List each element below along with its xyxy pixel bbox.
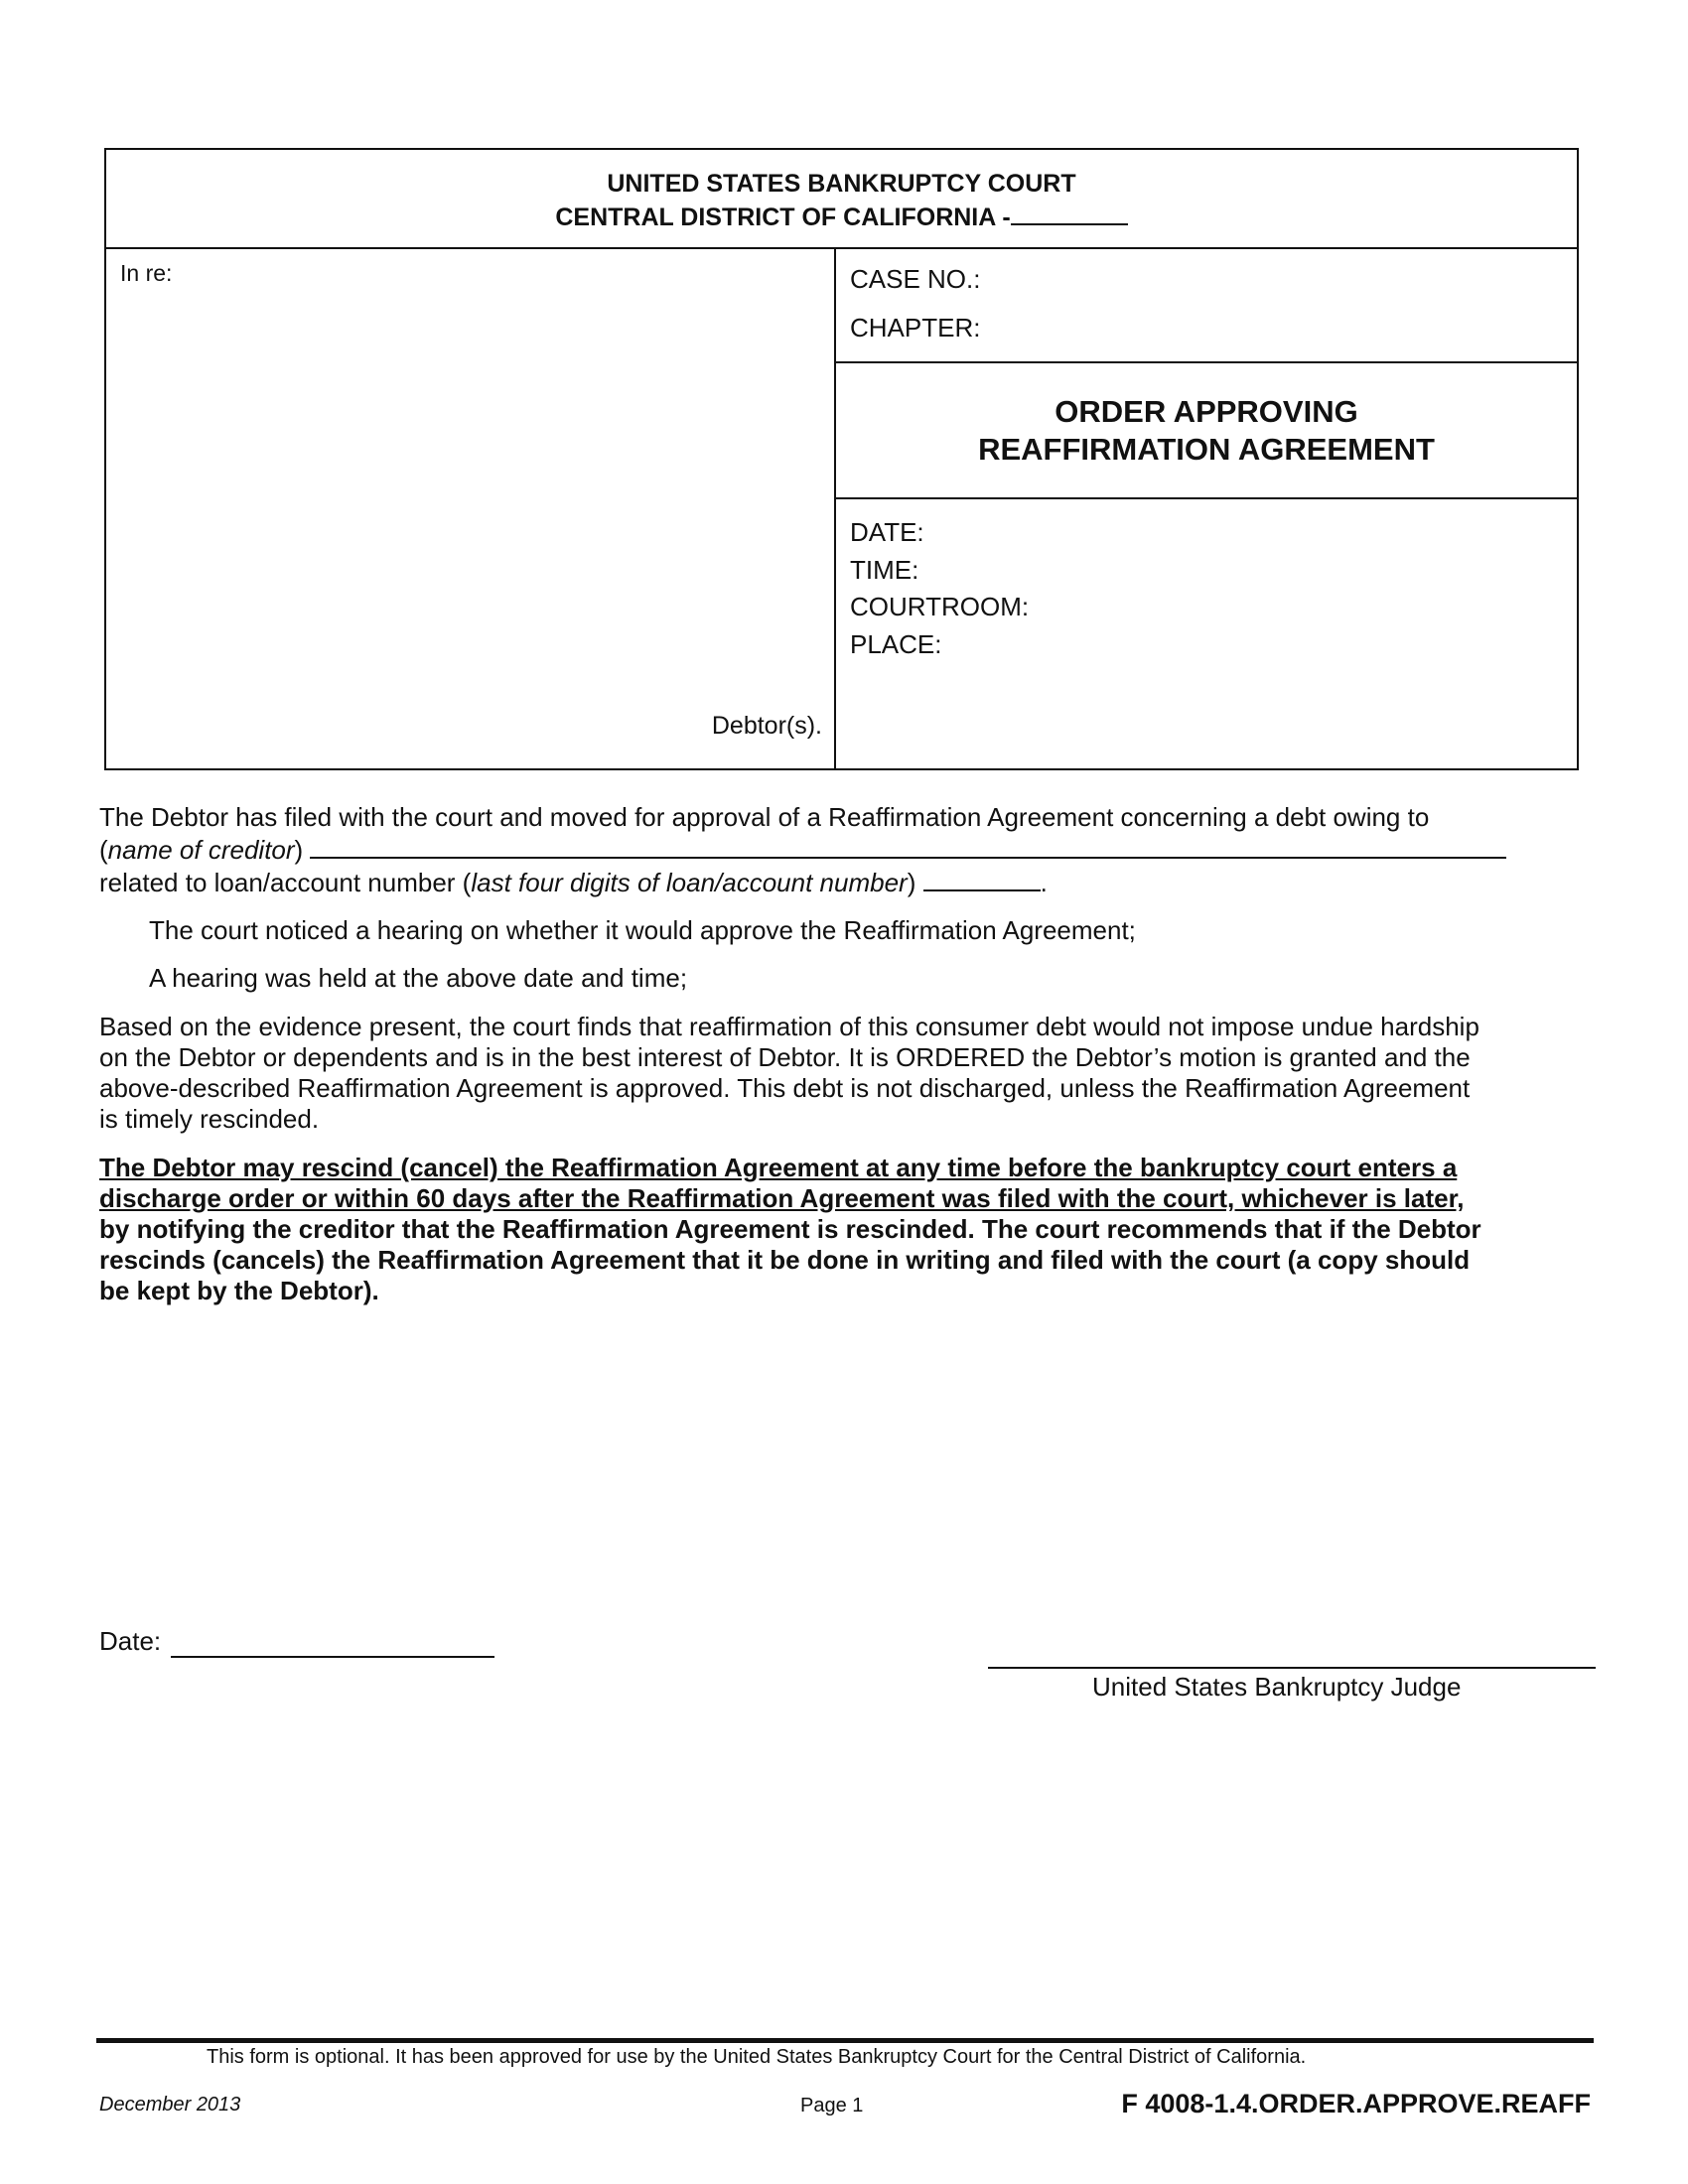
hearing-held-paragraph: A hearing was held at the above date and time; [149,963,688,993]
signature-date-label: Date: [99,1626,162,1656]
footer-revision-date: December 2013 [99,2094,241,2116]
account-digits-blank[interactable] [923,866,1041,891]
debtor-caption [106,249,836,770]
account-period: . [1040,868,1048,897]
court-district [106,200,1577,233]
court-district-text: CENTRAL DISTRICT OF CALIFORNIA - [555,204,1011,231]
hearing-time-label: TIME: [850,555,919,585]
rescission-line5: be kept by the Debtor). [99,1276,379,1305]
order-title-line1: ORDER APPROVING [1055,394,1358,429]
district-division-blank[interactable] [1011,200,1128,225]
account-text: related to loan/account number ( [99,868,472,897]
court-header [106,150,1577,249]
rescission-line2: discharge order or within 60 days after the Reaffirmation Agreement was filed with the court, whichever is later, [99,1183,1465,1213]
court-name: UNITED STATES BANKRUPTCY COURT [607,170,1076,198]
in-re-label: In re: [120,260,173,286]
chapter-label: CHAPTER: [850,313,981,342]
findings-line2: on the Debtor or dependents and is in the best interest of Debtor. It is ORDERED the Debtor’s motion is granted and the [99,1042,1471,1072]
creditor-hint: name of creditor [107,835,295,865]
signature-date-blank[interactable] [171,1656,494,1658]
footer-form-id: F 4008-1.4.ORDER.APPROVE.REAFF [1121,2089,1591,2118]
creditor-line [99,833,1589,866]
case-number-box [836,249,1577,363]
rescission-line1: The Debtor may rescind (cancel) the Reaffirmation Agreement at any time before the bankruptcy court enters a [99,1153,1458,1182]
case-info [836,249,1577,770]
footer-note: This form is optional. It has been approved for use by the United States Bankruptcy Court for the Central District of California. [207,2046,1307,2068]
order-title [836,363,1577,499]
account-hint: last four digits of loan/account number [471,868,908,897]
creditor-paren-close: ) [294,835,304,865]
findings-line3: above-described Reaffirmation Agreement is approved. This debt is not discharged, unless the Reaffirmation Agreement [99,1073,1471,1103]
findings-line4: is timely rescinded. [99,1104,320,1134]
judge-label: United States Bankruptcy Judge [1092,1672,1462,1702]
hearing-date-label: DATE: [850,517,924,547]
account-paren-close: ) [907,868,916,897]
findings-paragraph [99,1012,1589,1135]
footer-page-number: Page 1 [800,2095,864,2116]
notice-paragraph: The court noticed a hearing on whether it would approve the Reaffirmation Agreement; [149,915,1136,945]
rescission-notice [99,1153,1589,1306]
hearing-place-label: PLACE: [850,629,942,659]
motion-paragraph [99,802,1589,898]
debtors-label: Debtor(s). [711,712,822,740]
creditor-name-blank[interactable] [310,833,1506,859]
creditor-paren-open: ( [99,835,108,865]
order-title-line2: REAFFIRMATION AGREEMENT [978,432,1435,467]
hearing-courtroom-label: COURTROOM: [850,592,1030,621]
findings-line1: Based on the evidence present, the court finds that reaffirmation of this consumer debt would not impose undue hardship [99,1012,1479,1041]
judge-signature-line[interactable] [988,1667,1596,1669]
rescission-line4: rescinds (cancels) the Reaffirmation Agreement that it be done in writing and filed with the court (a copy should [99,1245,1471,1275]
motion-line1: The Debtor has filed with the court and moved for approval of a Reaffirmation Agreement concerning a debt owing to [99,802,1430,832]
caption-box [104,148,1579,770]
rescission-line3: by notifying the creditor that the Reaffirmation Agreement is rescinded. The court recommends that if the Debtor [99,1214,1481,1244]
case-no-label: CASE NO.: [850,264,981,294]
hearing-info [836,499,1577,770]
account-line [99,866,1589,898]
footer-divider [96,2038,1594,2043]
